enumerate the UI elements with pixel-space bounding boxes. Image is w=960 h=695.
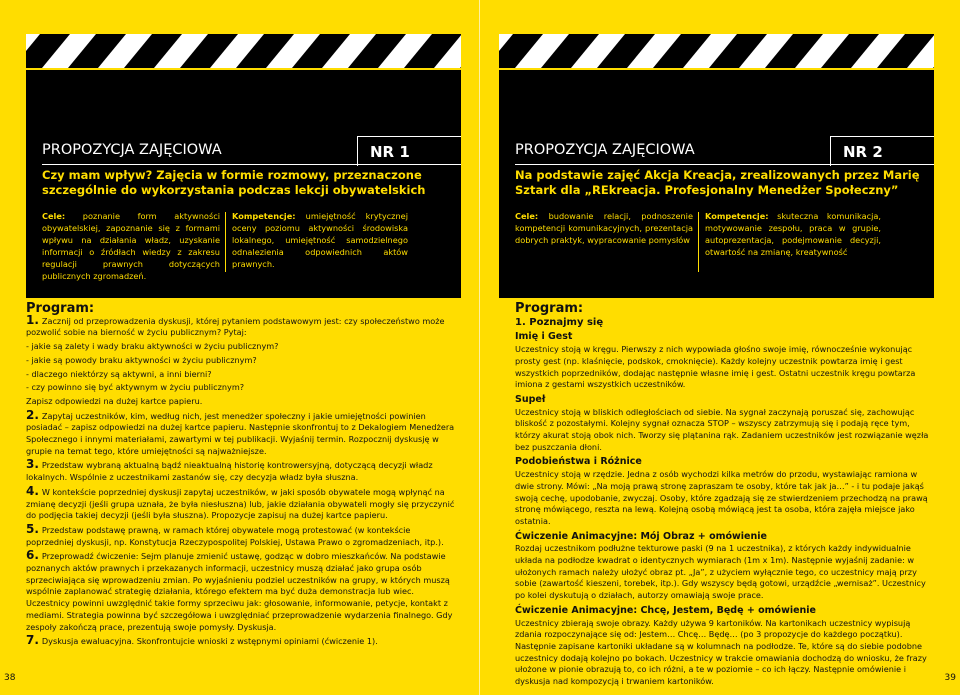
item-number: 2. <box>26 407 39 422</box>
exercise-text: Uczestnicy stoją w kręgu. Pierwszy z nich wypowiada głośno swoje imię, równocześnie wykonując prosty gest (np. klaśnięcie, podskok, cmoknięcie). Każdy kolejny uczestnik powtarza imię i gest wszystkich poprzedników, dodając następnie własne imię i gest. Ostatni uczestnik kręgu powtarza imiona z gestami wszystkich uczestników. <box>515 344 916 390</box>
exercise-title: Imię i Gest <box>515 331 573 343</box>
proposal-number: NR 1 <box>357 136 461 166</box>
proposal-number: NR 2 <box>830 136 934 166</box>
item-number: 5. <box>26 521 39 536</box>
program-blocks <box>515 331 930 687</box>
column-divider <box>698 212 699 272</box>
item-text: Przedstaw podstawę prawną, w ramach której obywatele mogą protestować (w kontekście poprzedniej dyskusji, np. Konstytucja Rzeczypospolitej Polskiej, Ustawa Prawo o zgromadzeniach, itp.). <box>26 524 444 547</box>
program-item <box>26 355 456 367</box>
exercise-text: Uczestnicy stoją w rzędzie. Jedna z osób wychodzi kilka metrów do przodu, wystawiając ramiona w dwie strony. Mówi: „Na moją prawą stronę zapraszam te osoby, które tak jak ja…” - i tu podaje jakąś swoją cechę, upodobanie, zwyczaj. Osoby, które zgadzają się ze stwierdzeniem przechodzą na prawą stronę mówiącego, reszta na lewą. Kolejną osobą mówiącą jest ta osoba, która zajęła miejsce jako ostatnia. <box>515 469 928 526</box>
program-item <box>26 459 456 483</box>
item-text: - czy powinno się być aktywnym w życiu publicznym? <box>26 382 245 393</box>
program-title: Program: <box>515 301 584 316</box>
competences-body: skuteczna komunikacja, motywowanie zespołu, praca w grupie, autoprezentacja, podejmowanie decyzji, otwartość na zmianę, kreatywność <box>705 211 881 257</box>
competences-body: umiejętność krytycznej oceny poziomu aktywności środowiska lokalnego, umiejętność samodzielnego odnalezienia odpowiednich aktów prawnych. <box>232 211 408 269</box>
program-item <box>26 382 456 394</box>
item-text: - dlaczego niektórzy są aktywni, a inni bierni? <box>26 368 212 379</box>
proposal-header: PROPOZYCJA ZAJĘCIOWA <box>515 142 695 158</box>
page-number-left: 38 <box>4 673 16 683</box>
header-rule <box>42 164 461 165</box>
goals-body: budowanie relacji, podnoszenie kompetencji komunikacyjnych, prezentacja dobrych praktyk, wypracowanie pomysłów <box>515 211 693 245</box>
right-page <box>480 0 960 695</box>
exercise-text: Uczestnicy zbierają swoje obrazy. Każdy używa 9 kartoników. Na kartonikach uczestnicy wypisują zdania rozpoczynające się od: Jestem… Chcę… Będę… (po 3 propozycje do każdego początku). Następnie zapisane kartoniki układane są w kolumnach na podłodze. Te, które są do siebie podobne uczestnicy dodają kolejno po bokach. Uczestnicy w trakcie omawiania dochodzą do wniosku, że frazy ułożone w pionie obrazują to, co ich różni, a te w poziomie – co ich łączy. Następnie omówienie i dyskusja nad kompozycją i trwaniem kartoników. <box>515 617 927 687</box>
proposal-subtitle: Na podstawie zajęć Akcja Kreacja, zrealizowanych przez Marię Sztark dla „REkreacja. Profesjonalny Menedżer Społeczny” <box>515 168 920 197</box>
goals-label: Cele: <box>515 211 539 221</box>
exercise-title: Podobieństwa i Różnice <box>515 456 642 468</box>
item-text: - jakie są zalety i wady braku aktywności w życiu publicznym? <box>26 341 279 352</box>
item-number: 3. <box>26 457 39 472</box>
goals-text <box>42 210 220 282</box>
item-text: Zacznij od przeprowadzenia dyskusji, której pytaniem podstawowym jest: czy społeczeństwo może pozwolić sobie na bierność w życiu publicznym? Pytaj: <box>26 315 445 338</box>
program-item <box>26 407 456 458</box>
item-text: Przeprowadź ćwiczenie: Sejm planuje zmienić ustawę, godząc w dobro mieszkańców. Na podstawie poznanych aktów prawnych i przekazanych informacji, uczestnicy muszą działać jako grupa osób sprzeciwiająca się wprowadzeniu zmian. Po wyjaśnieniu podziel uczestników na grupy, w których muszą wspólnie zaplanować strategię działania, którego efektem ma być duża demonstracja lub wiec. Uczestnicy powinni uwzględnić takie formy sprzeciwu jak: głosowanie, informowanie, petycje, kontakt z mediami. Strategia powinna być szczegółowa i uwzględniać przeprowadzenie wydarzenia finalnego. Gdy zespoły zakończą prace, prezentują swoje pomysły. Dyskusja. <box>26 551 453 632</box>
page-number-right: 39 <box>944 673 956 683</box>
exercise-title: Ćwiczenie Animacyjne: Chcę, Jestem, Będę + omówienie <box>515 604 817 616</box>
item-number: 6. <box>26 548 39 563</box>
clapperboard-left <box>26 70 461 298</box>
exercise-title: Supeł <box>515 393 546 405</box>
program-item <box>26 341 456 353</box>
program-item <box>26 369 456 381</box>
program-item <box>26 635 456 648</box>
clapper-stripes <box>499 34 934 68</box>
item-number: 7. <box>26 633 39 648</box>
header-rule <box>515 164 934 165</box>
program-left <box>26 303 456 650</box>
exercise-title: Ćwiczenie Animacyjne: Mój Obraz + omówienie <box>515 530 767 542</box>
item-text: Przedstaw wybraną aktualną bądź nieaktualną historię kontrowersyjną, dotyczącą decyzji władz lokalnych. Wspólnie z uczestnikami zastanów się, czy decyzja władz była słuszna. <box>26 460 433 483</box>
item-text: Dyskusja ewaluacyjna. Skonfrontujcie wnioski z wstępnymi opiniami (ćwiczenie 1). <box>41 636 378 647</box>
clapper-stripes <box>26 34 461 68</box>
clapperboard-right <box>499 70 934 298</box>
program-right <box>515 303 930 690</box>
item-number: 1. <box>26 312 39 327</box>
competences-label: Kompetencje: <box>705 211 769 221</box>
item-number: 4. <box>26 483 39 498</box>
program-item <box>26 521 456 548</box>
competences-text <box>705 210 881 258</box>
program-item <box>26 483 456 522</box>
proposal-subtitle: Czy mam wpływ? Zajęcia w formie rozmowy, przeznaczone szczególnie do wykorzystania podczas lekcji obywatelskich <box>42 168 426 197</box>
goals-body: poznanie form aktywności obywatelskiej, zapoznanie się z formami wpływu na działania władz, uzyskanie informacji o źródłach wiedzy z zakresu regulacji prawnych dotyczących publicznych zgromadzeń. <box>42 211 220 281</box>
exercise-text: Rozdaj uczestnikom podłużne tekturowe paski (9 na 1 uczestnika), z których każdy indywidualnie układa na podłodze kwadrat o identycznych wymiarach (1m x 1m). Następnie wyjaśnij zadanie: w ułożonych ramach należy ułożyć obraz pt. „Ja”, z użyciem wyłącznie tego, co uczestnicy mają przy sobie (zawartość kieszeni, torebek, itp.). Gdy wszyscy będą gotowi, urządźcie „wernisaż”. Uczestnicy po kolei dyskutują o działach, autorzy omawiają swoje prace. <box>515 543 926 601</box>
program-item <box>26 396 456 408</box>
item-text: W kontekście poprzedniej dyskusji zapytaj uczestników, w jaki sposób obywatele mogą wpłynąć na zmianę decyzji (jeśli grupa uznała, że była niesłuszna) lub, jakie działania obywateli mogły się przyczynić do podjęcia takiej decyzji (jeśli była słuszna). Propozycje zapisuj na dużej kartce papieru. <box>26 486 455 521</box>
competences-text <box>232 210 408 270</box>
program-items <box>26 312 456 648</box>
exercise-text: Uczestnicy stoją w bliskich odległościach od siebie. Na sygnał zaczynają poruszać się, zachowując bliskość z pozostałymi. Kolejny sygnał oznacza STOP – wszyscy zatrzymują się i podają ręce tym, którzy akurat stoją obok nich. Tworzy się plątanina rąk. Zadaniem uczestników jest rozwiązanie węzła bez puszczania dłoni. <box>515 406 929 452</box>
program-title: Program: <box>26 301 95 316</box>
column-divider <box>225 212 226 272</box>
proposal-header: PROPOZYCJA ZAJĘCIOWA <box>42 142 222 158</box>
program-item <box>26 312 456 339</box>
goals-label: Cele: <box>42 211 66 221</box>
section-title: 1. Poznajmy się <box>515 316 604 328</box>
item-text: Zapisz odpowiedzi na dużej kartce papieru. <box>26 395 203 406</box>
competences-label: Kompetencje: <box>232 211 296 221</box>
item-text: - jakie są powody braku aktywności w życiu publicznym? <box>26 354 257 365</box>
item-text: Zapytaj uczestników, kim, według nich, jest menedżer społeczny i jakie umiejętności powinien posiadać – zapisz odpowiedzi na dużej kartce papieru. Następnie skonfrontuj to z Dekalogiem Menedżera Społecznego i innymi materiałami, zawartymi w tej publikacji. Wyjaśnij termin. Rozpocznij dyskusję w grupie na temat tego, które umiejętności są najważniejsze. <box>26 410 455 456</box>
program-item <box>26 550 456 633</box>
goals-text <box>515 210 693 246</box>
